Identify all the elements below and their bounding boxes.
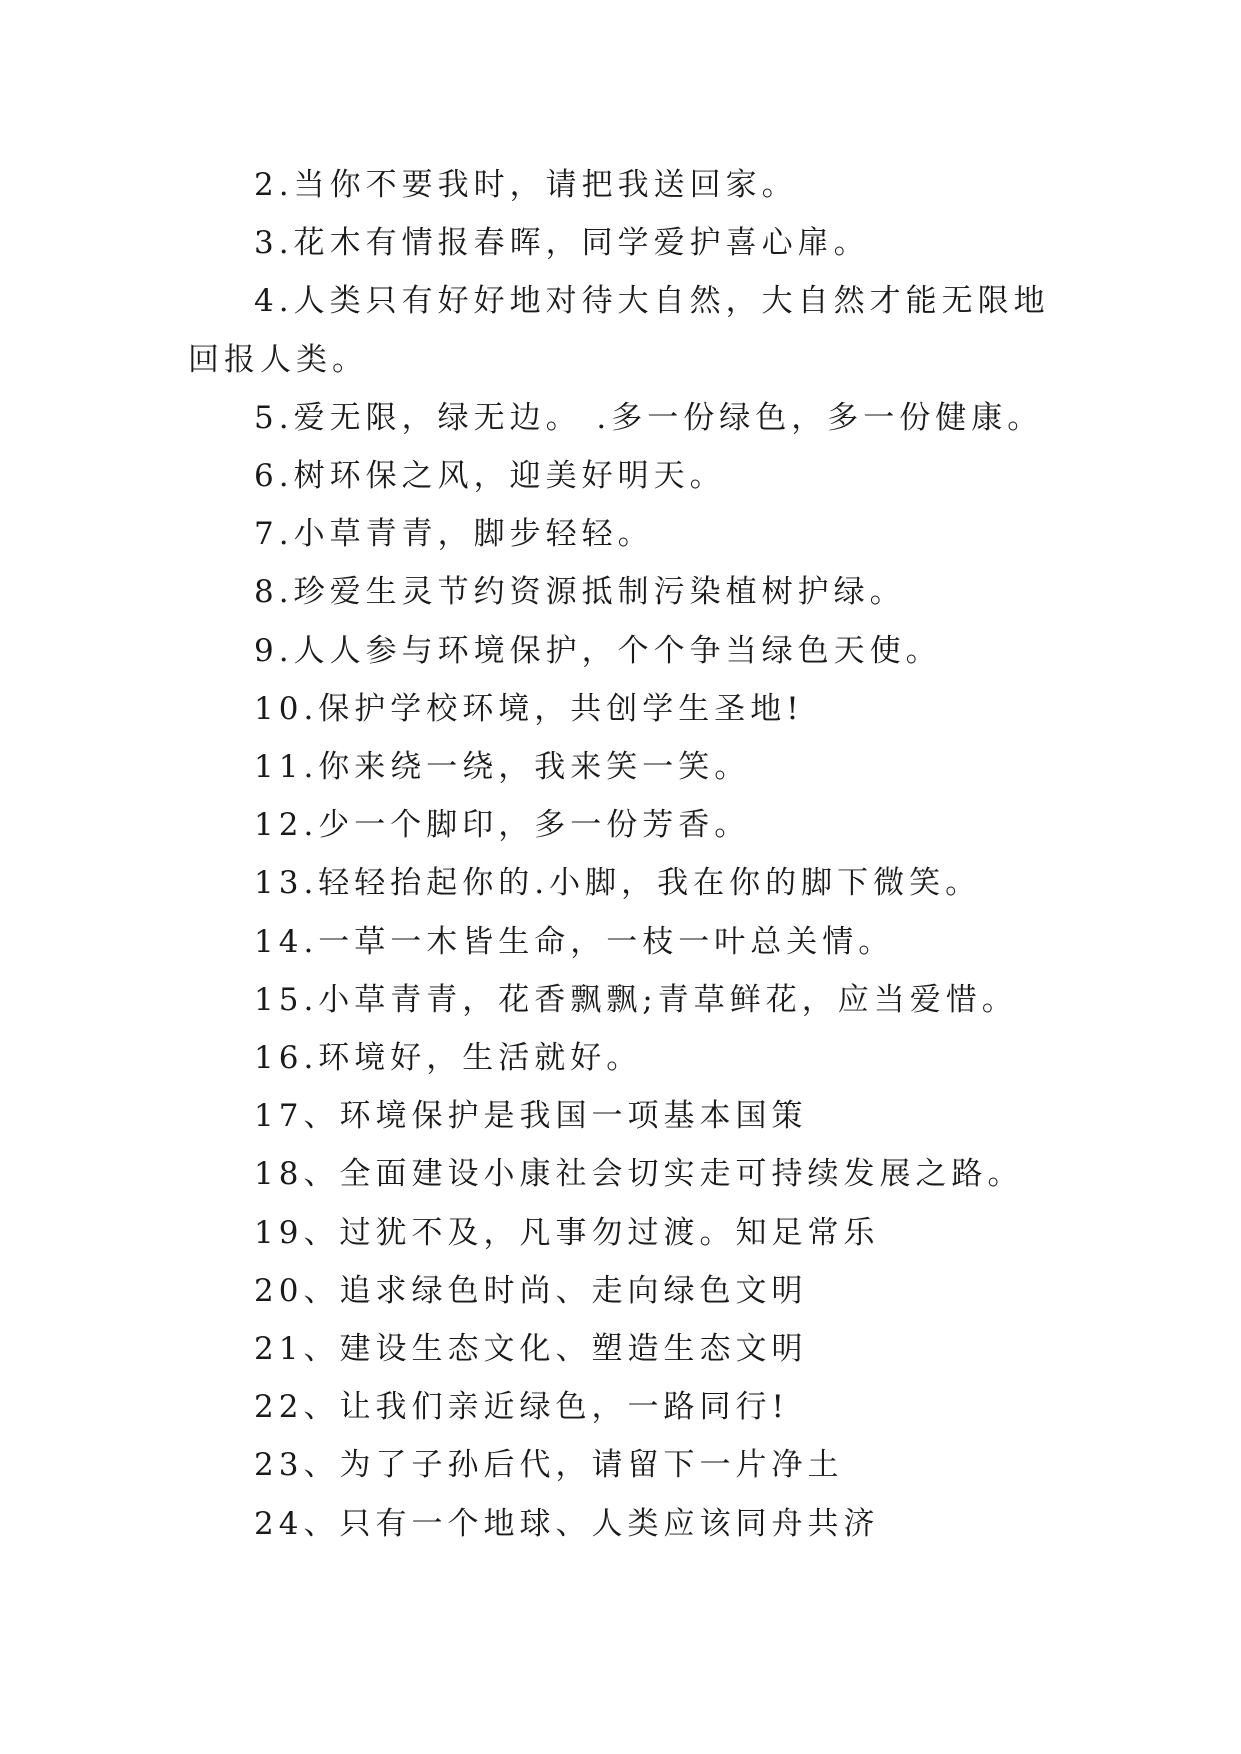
- slogan-line: 8.珍爱生灵节约资源抵制污染植树护绿。: [254, 574, 906, 611]
- slogan-line: 10.保护学校环境，共创学生圣地!: [254, 690, 804, 727]
- slogan-line: 12.少一个脚印，多一份芳香。: [254, 807, 751, 844]
- slogan-line: 4.人类只有好好地对待大自然，大自然才能无限地回报人类。: [188, 283, 1050, 378]
- slogan-line: 19、过犹不及，凡事勿过渡。知足常乐: [254, 1214, 880, 1251]
- slogan-line: 21、建设生态文化、塑造生态文明: [254, 1331, 808, 1368]
- slogan-line: 18、全面建设小康社会切实走可持续发展之路。: [254, 1156, 1024, 1193]
- slogan-line: 16.环境好，生活就好。: [254, 1040, 643, 1077]
- slogan-line: 7.小草青青，脚步轻轻。: [254, 516, 654, 553]
- slogan-line: 13.轻轻抬起你的.小脚，我在你的脚下微笑。: [254, 865, 982, 902]
- slogan-line: 3.花木有情报春晖，同学爱护喜心扉。: [254, 225, 870, 262]
- slogan-line: 6.树环保之风，迎美好明天。: [254, 458, 726, 495]
- slogan-line: 5.爱无限，绿无边。 .多一份绿色，多一份健康。: [254, 399, 1044, 436]
- slogan-line: 17、环境保护是我国一项基本国策: [254, 1098, 808, 1135]
- slogan-line: 23、为了子孙后代，请留下一片净土: [254, 1447, 844, 1484]
- slogan-line: 20、追求绿色时尚、走向绿色文明: [254, 1272, 808, 1309]
- slogan-line: 15.小草青青，花香飘飘;青草鲜花，应当爱惜。: [254, 981, 1018, 1018]
- slogan-list: [188, 156, 1058, 1553]
- slogan-line: 9.人人参与环境保护，个个争当绿色天使。: [254, 632, 942, 669]
- slogan-line: 22、让我们亲近绿色，一路同行!: [254, 1389, 789, 1426]
- slogan-line: 11.你来绕一绕，我来笑一笑。: [254, 749, 751, 786]
- slogan-line: 14.一草一木皆生命，一枝一叶总关情。: [254, 923, 895, 960]
- slogan-line: 2.当你不要我时，请把我送回家。: [254, 167, 798, 203]
- slogan-line: 24、只有一个地球、人类应该同舟共济: [254, 1505, 880, 1542]
